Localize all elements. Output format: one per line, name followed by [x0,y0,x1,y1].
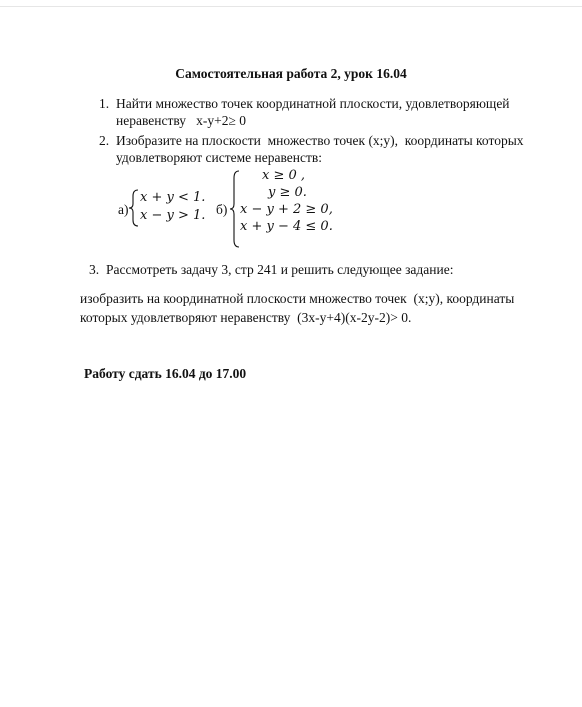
system-a-brace [128,189,140,227]
system-a-label: а) [118,202,129,217]
task-2-text-line2: удовлетворяют системе неравенств: [116,150,323,165]
extra-task-line-2: которых удовлетворяют неравенству (3x-y+4)(x-2y-2)> 0. [80,310,412,325]
task-1-text: Найти множество точек координатной плоскости, удовлетворяющей [116,96,510,111]
task-2-number: 2. [99,133,110,148]
task-3-number: 3. [89,262,100,277]
page-title: Самостоятельная работа 2, урок 16.04 [175,66,407,81]
task-2-text: Изобразите на плоскости множество точек (x;y), координаты которых [116,133,524,148]
system-a-line-1: x + y < 1. [140,190,206,205]
system-b-line-4: x + y − 4 ≤ 0. [240,219,333,234]
system-b-line-2: y ≥ 0. [268,185,307,200]
task-1-inequality: неравенству x-y+2≥ 0 [116,113,247,128]
system-b-label: б) [216,202,228,217]
deadline-note: Работу сдать 16.04 до 17.00 [84,366,247,381]
system-a-line-2: x − y > 1. [140,208,206,223]
extra-task-line-1: изобразить на координатной плоскости множество точек (x;y), координаты [80,291,515,306]
system-b-line-3: x − y + 2 ≥ 0, [240,202,333,217]
task-3-text: Рассмотреть задачу 3, стр 241 и решить следующее задание: [106,262,454,277]
page-top-border [0,6,582,7]
system-b-line-1: x ≥ 0 , [262,168,306,183]
task-1-number: 1. [99,96,110,111]
